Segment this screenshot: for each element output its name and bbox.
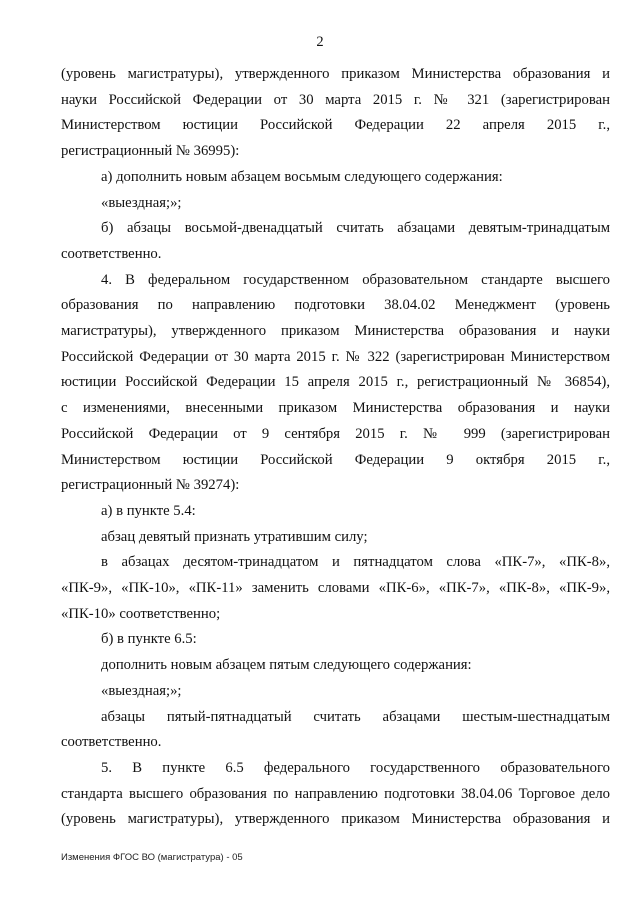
text-line: стандарта высшего образования по направлению подготовки 38.04.06 Торговое дело (61, 785, 610, 802)
text-line: соответственно. (61, 734, 162, 751)
text-line: 4. В федеральном государственном образовательном стандарте высшего (101, 271, 610, 288)
text-line: регистрационный № 39274): (61, 477, 240, 494)
text-line: «выездная;»; (101, 194, 182, 211)
text-line: «выездная;»; (101, 682, 182, 699)
text-line: соответственно. (61, 245, 162, 262)
text-line: а) дополнить новым абзацем восьмым следующего содержания: (101, 168, 503, 185)
text-line: дополнить новым абзацем пятым следующего содержания: (101, 657, 472, 674)
text-line: б) в пункте 6.5: (101, 631, 197, 648)
text-line: юстиции Российской Федерации 15 апреля 2015 г., регистрационный № 36854), (61, 374, 610, 391)
text-line: регистрационный № 36995): (61, 143, 240, 160)
text-line: науки Российской Федерации от 30 марта 2015 г. № 321 (зарегистрирован (61, 91, 610, 108)
page-footer: Изменения ФГОС ВО (магистратура) - 05 (61, 852, 243, 863)
text-line: с изменениями, внесенными приказом Министерства образования и науки (61, 400, 610, 417)
text-line: «ПК-10» соответственно; (61, 605, 221, 622)
text-line: Министерством юстиции Российской Федерации 22 апреля 2015 г., (61, 117, 610, 134)
text-line: б) абзацы восьмой-двенадцатый считать абзацами девятым-тринадцатым (101, 220, 610, 237)
document-body (61, 62, 610, 833)
text-line: Российской Федерации от 30 марта 2015 г. № 322 (зарегистрирован Министерством (61, 348, 610, 365)
text-line: (уровень магистратуры), утвержденного приказом Министерства образования и (61, 66, 610, 82)
text-line: а) в пункте 5.4: (101, 502, 196, 519)
text-line: «ПК-9», «ПК-10», «ПК-11» заменить словами «ПК-6», «ПК-7», «ПК-8», «ПК-9», (61, 580, 610, 597)
text-line: абзацы пятый-пятнадцатый считать абзацами шестым-шестнадцатым (101, 708, 610, 725)
text-line: магистратуры), утвержденного приказом Министерства образования и науки (61, 323, 610, 340)
text-line: Министерством юстиции Российской Федерации 9 октября 2015 г., (61, 451, 610, 468)
text-line: Российской Федерации от 9 сентября 2015 г. № 999 (зарегистрирован (61, 425, 610, 442)
text-line: образования по направлению подготовки 38.04.02 Менеджмент (уровень (61, 297, 610, 314)
text-line: 5. В пункте 6.5 федерального государственного образовательного (101, 759, 610, 776)
page-number: 2 (316, 34, 324, 50)
text-line: абзац девятый признать утратившим силу; (101, 528, 368, 545)
text-line: (уровень магистратуры), утвержденного приказом Министерства образования и (61, 811, 610, 828)
text-line: в абзацах десятом-тринадцатом и пятнадцатом слова «ПК-7», «ПК-8», (101, 554, 610, 571)
